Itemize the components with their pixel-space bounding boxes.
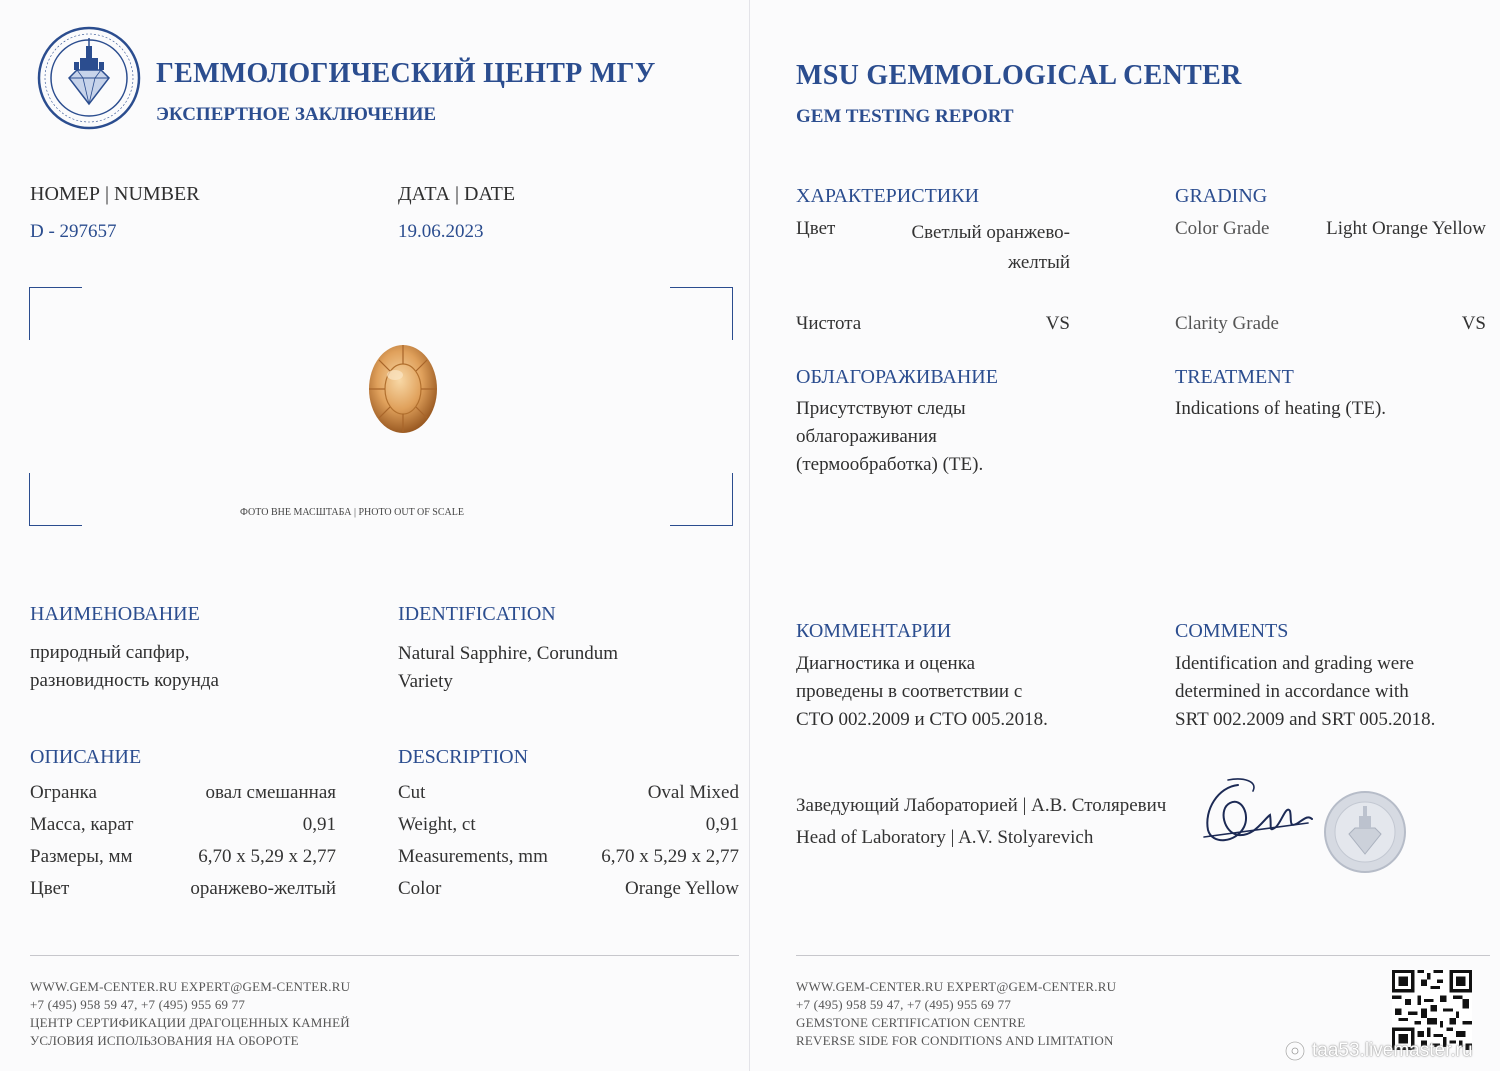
number-label: НОМЕР | NUMBER [30, 183, 200, 205]
grading-heading: GRADING [1175, 185, 1268, 207]
table-row: Цвет оранжево-желтый [30, 878, 336, 899]
footer-left [30, 978, 350, 1050]
footer-conditions: REVERSE SIDE FOR CONDITIONS AND LIMITATION [796, 1033, 1114, 1048]
clarity-grade-value: VS [1461, 313, 1486, 334]
table-row: Weight, ct 0,91 [398, 814, 739, 835]
treatment-text-ru: Присутствуют следы облагораживания (термообработка) (TE). [796, 398, 984, 475]
comments-heading-en: COMMENTS [1175, 620, 1289, 642]
description-heading-ru: ОПИСАНИЕ [30, 746, 142, 768]
comments-text-ru: Диагностика и оценка проведены в соответствии с СТО 002.2009 и СТО 005.2018. [796, 653, 1048, 730]
doc-title-en: GEM TESTING REPORT [796, 106, 1014, 127]
description-heading-en: DESCRIPTION [398, 746, 529, 768]
description-table-en [398, 782, 739, 910]
description-table-ru [30, 782, 336, 910]
footer-org: ЦЕНТР СЕРТИФИКАЦИИ ДРАГОЦЕННЫХ КАМНЕЙ [30, 1015, 350, 1030]
identification-heading: IDENTIFICATION [398, 603, 556, 625]
characteristics-heading: ХАРАКТЕРИСТИКИ [796, 185, 980, 207]
msu-seal-icon [36, 26, 142, 130]
clarity-value-ru: VS [1045, 313, 1070, 334]
photo-frame-corner-bl [29, 473, 82, 526]
footer-contacts-phone: +7 (495) 958 59 47, +7 (495) 955 69 77 [796, 997, 1012, 1012]
comments-heading-ru: КОММЕНТАРИИ [796, 620, 952, 642]
footer-contacts-web: WWW.GEM-CENTER.RU EXPERT@GEM-CENTER.RU [796, 979, 1117, 994]
clarity-grade-label: Clarity Grade [1175, 313, 1279, 334]
color-value-ru: Светлый оранжево- желтый [911, 222, 1070, 273]
footer-divider-left [30, 955, 739, 956]
footer-contacts-phone: +7 (495) 958 59 47, +7 (495) 955 69 77 [30, 997, 246, 1012]
org-title-ru: ГЕММОЛОГИЧЕСКИЙ ЦЕНТР МГУ [156, 58, 656, 89]
qr-code-icon [1392, 970, 1472, 1050]
treatment-text-en: Indications of heating (TE). [1175, 398, 1387, 419]
clarity-label-ru: Чистота [796, 313, 862, 334]
photo-frame-corner-br [670, 473, 733, 526]
footer-divider-right [796, 955, 1490, 956]
date-value: 19.06.2023 [398, 221, 484, 242]
watermark [1284, 1040, 1473, 1062]
footer-right [796, 978, 1116, 1050]
table-row: Размеры, мм 6,70 x 5,29 x 2,77 [30, 846, 336, 867]
watermark-text: taa53.livemaster.ru [1312, 1040, 1473, 1061]
doc-title-ru: ЭКСПЕРТНОЕ ЗАКЛЮЧЕНИЕ [156, 104, 437, 125]
gemstone-photo [366, 342, 440, 436]
number-value: D - 297657 [30, 221, 117, 242]
color-grade-label: Color Grade [1175, 218, 1270, 239]
color-grade-value: Light Orange Yellow [1326, 218, 1486, 239]
footer-org: GEMSTONE CERTIFICATION CENTRE [796, 1015, 1026, 1030]
photo-frame-corner-tl [29, 287, 82, 340]
footer-contacts-web: WWW.GEM-CENTER.RU EXPERT@GEM-CENTER.RU [30, 979, 351, 994]
table-row: Color Orange Yellow [398, 878, 739, 899]
signature-mark [1198, 775, 1316, 855]
comments-text-en: Identification and grading were determined in accordance with SRT 002.2009 and SRT 005.2018. [1175, 653, 1436, 730]
table-row: Масса, карат 0,91 [30, 814, 336, 835]
table-row: Measurements, mm 6,70 x 5,29 x 2,77 [398, 846, 739, 867]
name-text-ru: природный сапфир, разновидность корунда [30, 642, 219, 691]
treatment-heading-ru: ОБЛАГОРАЖИВАНИЕ [796, 366, 998, 388]
date-label: ДАТА | DATE [398, 183, 516, 205]
head-of-lab-en: Head of Laboratory | A.V. Stolyarevich [796, 827, 1094, 848]
footer-conditions: УСЛОВИЯ ИСПОЛЬЗОВАНИЯ НА ОБОРОТЕ [30, 1033, 299, 1048]
identification-text: Natural Sapphire, Corundum Variety [398, 643, 619, 692]
center-fold [749, 0, 750, 1071]
photo-frame-corner-tr [670, 287, 733, 340]
name-heading-ru: НАИМЕНОВАНИЕ [30, 603, 200, 625]
color-label-ru: Цвет [796, 218, 836, 239]
watermark-logo-icon [1284, 1040, 1306, 1062]
head-of-lab-ru: Заведующий Лабораторией | А.В. Столяревич [796, 795, 1167, 816]
table-row: Cut Oval Mixed [398, 782, 739, 803]
photo-caption: ФОТО ВНЕ МАСШТАБА | PHOTO OUT OF SCALE [240, 507, 464, 518]
org-title-en: MSU GEMMOLOGICAL CENTER [796, 60, 1242, 91]
treatment-heading-en: TREATMENT [1175, 366, 1294, 388]
table-row: Огранка овал смешанная [30, 782, 336, 803]
embossed-seal-icon [1322, 790, 1408, 874]
